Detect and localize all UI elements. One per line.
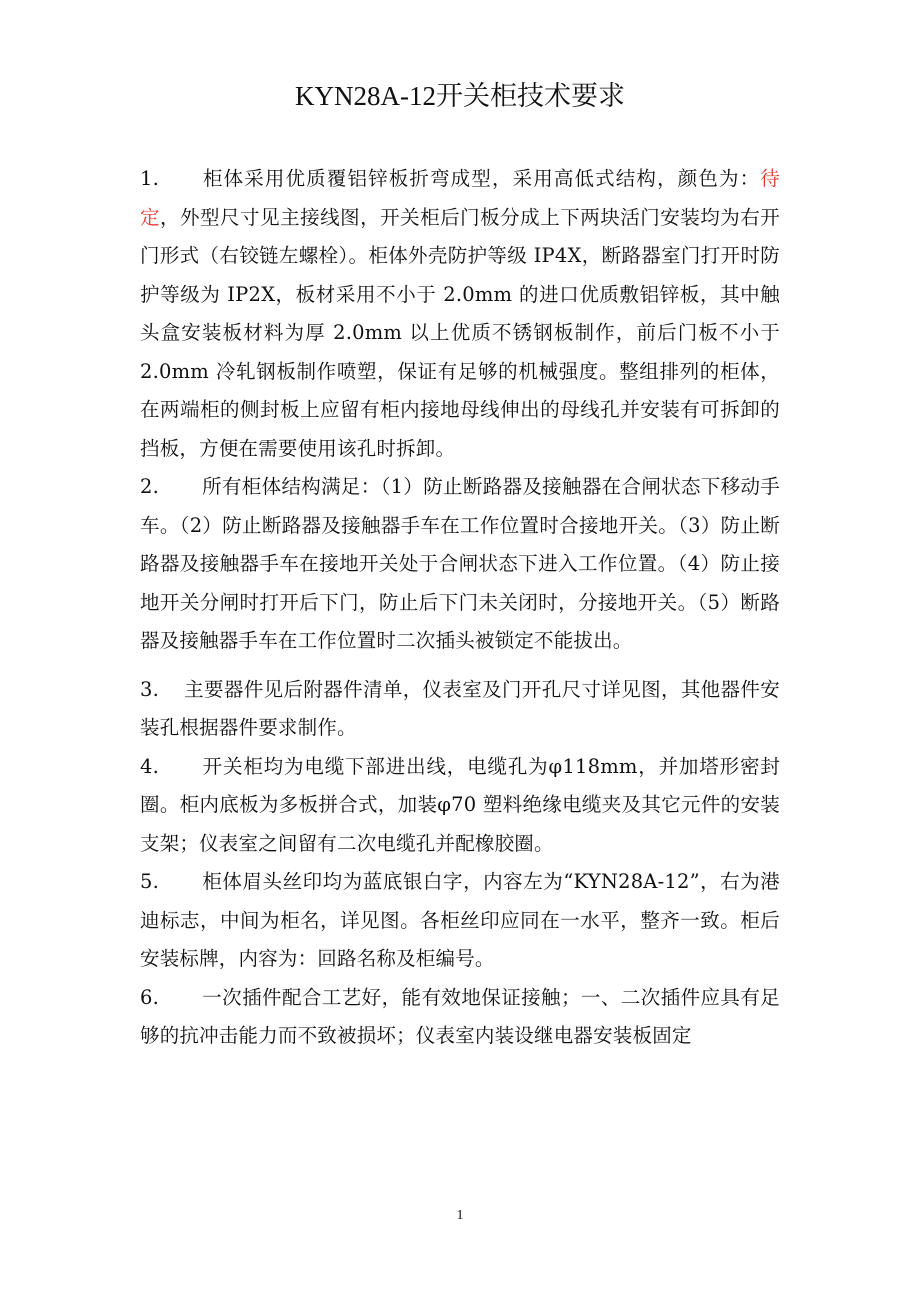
paragraph-4-text: 开关柜均为电缆下部进出线，电缆孔为φ118mm，并加塔形密封圈。柜内底板为多板拼合式，加装φ70 塑料绝缘电缆夹及其它元件的安装支架；仪表室之间留有二次电缆孔并配橡胶圈。	[140, 754, 780, 855]
document-title: KYN28A-12开关柜技术要求	[295, 81, 625, 111]
paragraph-1-number: 1.	[140, 167, 160, 190]
paragraph-1-text-after: ，外型尺寸见主接线图，开关柜后门板分成上下两块活门安装均为右开门形式（右铰链左螺栓）。柜体外壳防护等级 IP4X，断路器室门打开时防护等级为 IP2X，板材采用不小于 2.0mm 的进口优质敷铝锌板，其中触头盒安装板材料为厚 2.0mm 以上优质不锈钢板制作，前后门板不小于 2.0mm 冷轧钢板制作喷塑，保证有足够的机械强度。整组排列的柜体，在两端柜的侧封板上应留有柜内接地母线伸出的母线孔并安装有可拆卸的挡板，方便在需要使用该孔时拆卸。	[140, 205, 781, 460]
paragraph-3	[140, 671, 780, 748]
paragraph-3-number: 3.	[140, 677, 160, 701]
document-body	[140, 160, 780, 1056]
paragraph-3-text: 主要器件见后附器件清单，仪表室及门开孔尺寸详见图，其他器件安装孔根据器件要求制作。	[140, 677, 780, 739]
paragraph-5-number: 5.	[140, 870, 160, 893]
paragraph-5-text: 柜体眉头丝印均为蓝底银白字，内容左为“KYN28A-12”，右为港迪标志，中间为柜名，详见图。各柜丝印应同在一水平，整齐一致。柜后安装标牌，内容为：回路名称及柜编号。	[140, 870, 780, 970]
paragraph-2-text: 所有柜体结构满足：（1）防止断路器及接触器在合闸状态下移动手车。（2）防止断路器及接触器手车在工作位置时合接地开关。（3）防止断路器及接触器手车在接地开关处于合闸状态下进入工作位置。（4）防止接地开关分闸时打开后下门，防止后下门未关闭时，分接地开关。（5）断路器及接触器手车在工作位置时二次插头被锁定不能拔出。	[140, 475, 780, 652]
paragraph-5	[140, 863, 780, 979]
paragraph-2	[140, 468, 780, 661]
paragraph-2-number: 2.	[140, 475, 160, 498]
paragraph-6-number: 6.	[140, 985, 160, 1009]
paragraph-6	[140, 979, 780, 1056]
paragraph-1-text-before: 柜体采用优质覆铝锌板折弯成型，采用高低式结构，颜色为：	[202, 167, 761, 190]
page-number: 1	[456, 1208, 464, 1223]
paragraph-1	[140, 160, 780, 468]
paragraph-4-number: 4.	[140, 754, 160, 778]
paragraph-4	[140, 748, 780, 864]
paragraph-6-text: 一次插件配合工艺好，能有效地保证接触；一、二次插件应具有足够的抗冲击能力而不致被损坏；仪表室内装设继电器安装板固定	[140, 985, 780, 1047]
color-pending-highlight: 待定	[140, 167, 780, 229]
